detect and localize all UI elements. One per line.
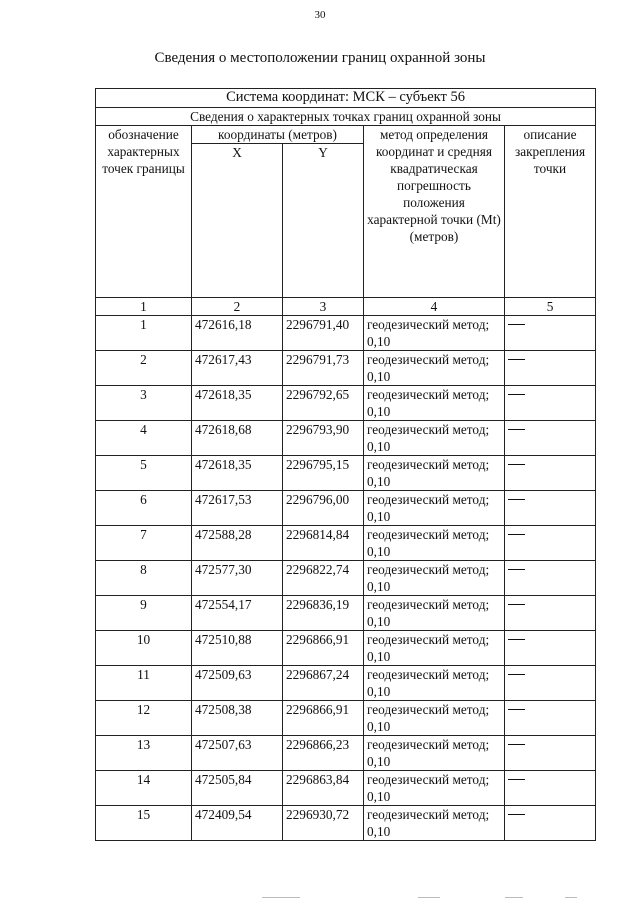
method-cell: геодезический метод; 0,10: [364, 526, 505, 561]
y-coordinate-cell: 2296791,40: [283, 316, 364, 351]
dash-mark: [508, 359, 525, 360]
section-title-cell: Сведения о характерных точках границ охранной зоны: [96, 108, 596, 126]
y-coordinate-cell: 2296822,74: [283, 561, 364, 596]
y-coordinate-cell: 2296930,72: [283, 806, 364, 841]
method-cell: геодезический метод; 0,10: [364, 456, 505, 491]
y-coordinate-cell: 2296866,91: [283, 631, 364, 666]
method-cell: геодезический метод; 0,10: [364, 806, 505, 841]
point-number-cell: 2: [96, 351, 192, 386]
x-coordinate-cell: 472618,35: [192, 456, 283, 491]
x-coordinate-cell: 472618,68: [192, 421, 283, 456]
table-row: [96, 421, 596, 456]
description-cell: [505, 421, 596, 456]
dash-mark: [508, 814, 525, 815]
table-row: [96, 351, 596, 386]
x-coordinate-cell: 472616,18: [192, 316, 283, 351]
method-cell: геодезический метод; 0,10: [364, 631, 505, 666]
x-coordinate-cell: 472588,28: [192, 526, 283, 561]
footer-scan-marks: [0, 897, 640, 900]
method-cell: геодезический метод; 0,10: [364, 666, 505, 701]
point-number-cell: 6: [96, 491, 192, 526]
dash-mark: [508, 744, 525, 745]
table-row: [96, 316, 596, 351]
boundary-points-table: [95, 88, 596, 841]
description-cell: [505, 561, 596, 596]
table-row: [96, 771, 596, 806]
method-cell: геодезический метод; 0,10: [364, 771, 505, 806]
y-coordinate-cell: 2296863,84: [283, 771, 364, 806]
coordinate-system-cell: Система координат: МСК – субъект 56: [96, 89, 596, 108]
y-coordinate-cell: 2296866,91: [283, 701, 364, 736]
table-row: [96, 806, 596, 841]
point-number-cell: 7: [96, 526, 192, 561]
dash-mark: [508, 429, 525, 430]
y-coordinate-cell: 2296796,00: [283, 491, 364, 526]
dash-mark: [508, 779, 525, 780]
table-row: [96, 631, 596, 666]
column-number: 2: [192, 298, 283, 316]
y-coordinate-cell: 2296814,84: [283, 526, 364, 561]
table-row: [96, 701, 596, 736]
method-cell: геодезический метод; 0,10: [364, 491, 505, 526]
description-cell: [505, 351, 596, 386]
dash-mark: [508, 394, 525, 395]
table-body: [96, 316, 596, 841]
table-row: [96, 456, 596, 491]
column-number: 3: [283, 298, 364, 316]
description-cell: [505, 631, 596, 666]
point-number-cell: 9: [96, 596, 192, 631]
method-cell: геодезический метод; 0,10: [364, 596, 505, 631]
point-number-cell: 10: [96, 631, 192, 666]
x-coordinate-cell: 472508,38: [192, 701, 283, 736]
table-row: [96, 666, 596, 701]
table-row: [96, 526, 596, 561]
table-row: [96, 491, 596, 526]
x-coordinate-cell: 472509,63: [192, 666, 283, 701]
header-method: метод определения координат и средняя квадратическая погрешность положения характерной точки (Mt) (метров): [364, 126, 505, 298]
description-cell: [505, 491, 596, 526]
page-number: 30: [314, 9, 326, 21]
x-coordinate-cell: 472409,54: [192, 806, 283, 841]
dash-mark: [508, 674, 525, 675]
point-number-cell: 3: [96, 386, 192, 421]
dash-mark: [508, 709, 525, 710]
x-coordinate-cell: 472505,84: [192, 771, 283, 806]
point-number-cell: 12: [96, 701, 192, 736]
column-numbers-row: [96, 298, 596, 316]
x-coordinate-cell: 472554,17: [192, 596, 283, 631]
document-title: Сведения о местоположении границ охранной зоны: [154, 50, 486, 66]
x-coordinate-cell: 472617,53: [192, 491, 283, 526]
point-number-cell: 8: [96, 561, 192, 596]
y-coordinate-cell: 2296866,23: [283, 736, 364, 771]
y-coordinate-cell: 2296793,90: [283, 421, 364, 456]
description-cell: [505, 596, 596, 631]
description-cell: [505, 666, 596, 701]
table-row: [96, 386, 596, 421]
point-number-cell: 1: [96, 316, 192, 351]
x-coordinate-cell: 472577,30: [192, 561, 283, 596]
point-number-cell: 15: [96, 806, 192, 841]
dash-mark: [508, 499, 525, 500]
column-number: 5: [505, 298, 596, 316]
point-number-cell: 13: [96, 736, 192, 771]
point-number-cell: 14: [96, 771, 192, 806]
column-number: 1: [96, 298, 192, 316]
description-cell: [505, 736, 596, 771]
table-row: [96, 736, 596, 771]
x-coordinate-cell: 472617,43: [192, 351, 283, 386]
y-coordinate-cell: 2296795,15: [283, 456, 364, 491]
point-number-cell: 5: [96, 456, 192, 491]
point-number-cell: 11: [96, 666, 192, 701]
method-cell: геодезический метод; 0,10: [364, 421, 505, 456]
description-cell: [505, 316, 596, 351]
header-coordinates: координаты (метров): [192, 126, 364, 144]
x-coordinate-cell: 472510,88: [192, 631, 283, 666]
method-cell: геодезический метод; 0,10: [364, 386, 505, 421]
description-cell: [505, 526, 596, 561]
header-point-designation: обозначение характерных точек границы: [96, 126, 192, 298]
y-coordinate-cell: 2296836,19: [283, 596, 364, 631]
y-coordinate-cell: 2296867,24: [283, 666, 364, 701]
method-cell: геодезический метод; 0,10: [364, 316, 505, 351]
description-cell: [505, 701, 596, 736]
dash-mark: [508, 464, 525, 465]
x-coordinate-cell: 472507,63: [192, 736, 283, 771]
dash-mark: [508, 324, 525, 325]
method-cell: геодезический метод; 0,10: [364, 561, 505, 596]
dash-mark: [508, 604, 525, 605]
method-cell: геодезический метод; 0,10: [364, 736, 505, 771]
method-cell: геодезический метод; 0,10: [364, 351, 505, 386]
header-description: описание закрепления точки: [505, 126, 596, 298]
header-x: X: [192, 144, 283, 298]
dash-mark: [508, 534, 525, 535]
x-coordinate-cell: 472618,35: [192, 386, 283, 421]
description-cell: [505, 386, 596, 421]
dash-mark: [508, 639, 525, 640]
description-cell: [505, 806, 596, 841]
description-cell: [505, 456, 596, 491]
table-row: [96, 596, 596, 631]
method-cell: геодезический метод; 0,10: [364, 701, 505, 736]
point-number-cell: 4: [96, 421, 192, 456]
y-coordinate-cell: 2296792,65: [283, 386, 364, 421]
dash-mark: [508, 569, 525, 570]
header-y: Y: [283, 144, 364, 298]
description-cell: [505, 771, 596, 806]
table-row: [96, 561, 596, 596]
y-coordinate-cell: 2296791,73: [283, 351, 364, 386]
column-number: 4: [364, 298, 505, 316]
